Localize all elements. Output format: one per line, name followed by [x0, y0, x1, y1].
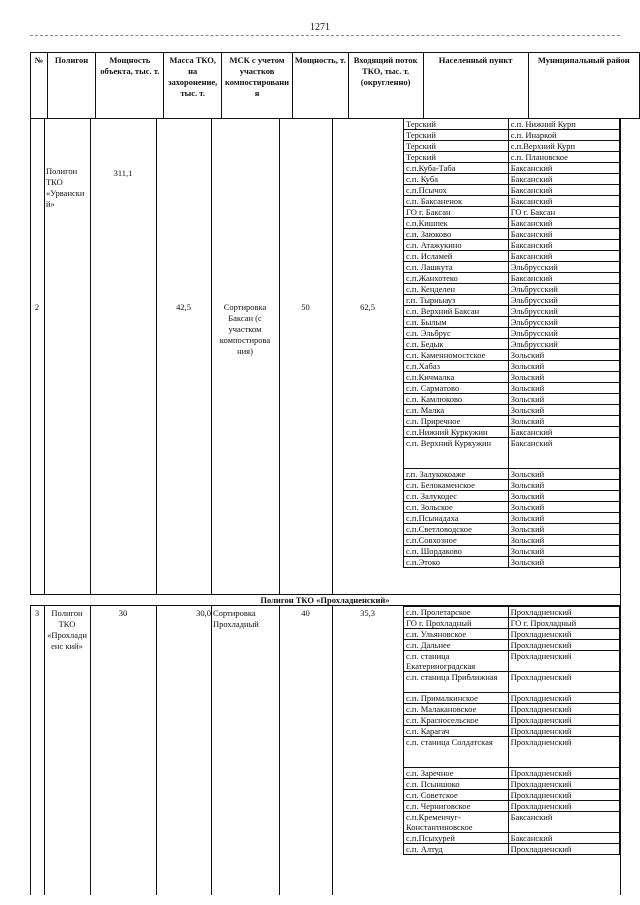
table-row [404, 163, 620, 174]
column-divider [279, 118, 280, 895]
district-cell: Эльбрусский [508, 284, 619, 295]
table-row [404, 240, 620, 251]
header-num: № [31, 53, 48, 119]
district-cell: с.п. Нижний Курп [508, 119, 619, 130]
table-row [404, 185, 620, 196]
table-row [404, 196, 620, 207]
table-row [404, 502, 620, 513]
district-cell: Баксанский [508, 163, 619, 174]
table-row [404, 726, 620, 737]
settlement-cell: с.п.Псыхурей [404, 833, 509, 844]
settlement-cell: с.п.Светловодское [404, 524, 509, 535]
district-cell: Прохладненский [508, 693, 619, 704]
column-divider [30, 118, 31, 895]
district-cell: Зольский [508, 535, 619, 546]
district-cell: Баксанский [508, 251, 619, 262]
table-row [404, 640, 620, 651]
settlement-cell: с.п. станица Солдатская [404, 737, 509, 768]
settlement-cell: Терский [404, 152, 509, 163]
settlement-cell: с.п.Кременчуг-Константиновское [404, 812, 509, 833]
table-row [404, 546, 620, 557]
district-cell: Баксанский [508, 427, 619, 438]
table-row [404, 491, 620, 502]
table-row [404, 130, 620, 141]
district-cell: Эльбрусский [508, 295, 619, 306]
settlement-cell: с.п. Прималкинское [404, 693, 509, 704]
table-row [404, 672, 620, 693]
district-cell: Прохладненский [508, 790, 619, 801]
column-divider [90, 118, 91, 895]
table-row [404, 790, 620, 801]
table-header [30, 52, 640, 119]
header-settlement: Населенный пункт [423, 53, 528, 119]
column-divider [332, 118, 333, 895]
settlement-cell: с.п.Кичмалка [404, 372, 509, 383]
header-power: Мощность, т. [292, 53, 348, 119]
settlement-cell: с.п. Шордаково [404, 546, 509, 557]
settlement-cell: Терский [404, 130, 509, 141]
table-row [404, 218, 620, 229]
settlement-cell: с.п. Карагач [404, 726, 509, 737]
district-cell: Зольский [508, 350, 619, 361]
block1-mass: 42,5 [176, 302, 191, 312]
header-flow: Входящий поток ТКО, тыс. т. (округленно) [348, 53, 423, 119]
district-cell: Эльбрусский [508, 339, 619, 350]
district-cell: Прохладненский [508, 715, 619, 726]
block1-rows [403, 118, 620, 568]
settlement-cell: Терский [404, 141, 509, 152]
district-cell: Баксанский [508, 218, 619, 229]
district-cell: Зольский [508, 502, 619, 513]
table-row [404, 535, 620, 546]
header-mass: Масса ТКО, на захоронение, тыс. т. [164, 53, 222, 119]
settlement-cell: с.п. Залукодес [404, 491, 509, 502]
header-msk: МСК с учетом участков компостировани я [222, 53, 293, 119]
settlement-cell: с.п. Былым [404, 317, 509, 328]
table-row [404, 119, 620, 130]
district-cell: Зольский [508, 405, 619, 416]
table-row [404, 394, 620, 405]
district-cell: Зольский [508, 491, 619, 502]
table-body [30, 118, 620, 895]
district-cell: Баксанский [508, 240, 619, 251]
column-divider [44, 118, 45, 895]
settlement-cell: с.п. Верхний Куркужин [404, 438, 509, 469]
settlement-cell: с.п. Каменномостское [404, 350, 509, 361]
settlement-cell: с.п. Исламей [404, 251, 509, 262]
table-row [404, 361, 620, 372]
table-row [404, 438, 620, 469]
table-row [404, 152, 620, 163]
table-row [404, 651, 620, 672]
settlement-cell: с.п. Ульяновское [404, 629, 509, 640]
settlement-cell: с.п.Жанхотеко [404, 273, 509, 284]
table-row [404, 779, 620, 790]
table-row [404, 317, 620, 328]
district-cell: Прохладненский [508, 801, 619, 812]
table-row [404, 372, 620, 383]
district-cell: Зольский [508, 469, 619, 480]
block2-mass: 30,0 [196, 608, 211, 618]
district-cell: Эльбрусский [508, 262, 619, 273]
settlement-cell: с.п. Малка [404, 405, 509, 416]
district-cell: Зольский [508, 480, 619, 491]
block2-poligon: Полигон ТКО «Прохладн енс кий» [47, 608, 87, 652]
settlement-cell: г.п. Тырныауз [404, 295, 509, 306]
district-cell: Зольский [508, 394, 619, 405]
table-row [404, 557, 620, 568]
settlement-cell: с.п. Заречное [404, 768, 509, 779]
table-row [404, 801, 620, 812]
settlement-cell: с.п. Заюково [404, 229, 509, 240]
settlement-cell: с.п. Куба [404, 174, 509, 185]
settlement-cell: с.п.Куба-Таба [404, 163, 509, 174]
settlement-cell: г.п. Залукокоаже [404, 469, 509, 480]
header-poligon: Полигон [47, 53, 96, 119]
settlement-cell: с.п. Алтуд [404, 844, 509, 855]
table-row [404, 427, 620, 438]
block2-capacity: 30 [118, 608, 128, 618]
district-cell: Зольский [508, 416, 619, 427]
district-cell: Зольский [508, 383, 619, 394]
district-cell: Прохладненский [508, 651, 619, 672]
district-cell: Прохладненский [508, 672, 619, 693]
block2-num: 3 [34, 608, 40, 618]
settlement-cell: с.п. Зольское [404, 502, 509, 513]
settlement-cell: с.п. Лашкута [404, 262, 509, 273]
district-cell: Баксанский [508, 273, 619, 284]
block1-msk: Сортировка Баксан (с участком компостирова ния) [219, 302, 271, 357]
block1-poligon: Полигон ТКО «Урвански й» [46, 166, 85, 210]
header-district: Муниципальный район [528, 53, 639, 119]
section-title: Полигон ТКО «Прохладненский» [30, 594, 620, 606]
block1-flow: 62,5 [360, 302, 375, 312]
district-cell: Зольский [508, 546, 619, 557]
table-row [404, 618, 620, 629]
settlement-cell: с.п. Белокаменское [404, 480, 509, 491]
settlement-cell: с.п. Советское [404, 790, 509, 801]
settlement-cell: с.п. Бедык [404, 339, 509, 350]
table-row [404, 416, 620, 427]
district-cell: Баксанский [508, 229, 619, 240]
settlement-cell: с.п. Псыншоко [404, 779, 509, 790]
settlement-cell: с.п. Пролетарское [404, 607, 509, 618]
settlement-cell: с.п. Сарматово [404, 383, 509, 394]
district-cell: Баксанский [508, 185, 619, 196]
district-cell: Прохладненский [508, 704, 619, 715]
table-row [404, 141, 620, 152]
block1-power: 50 [301, 302, 310, 312]
district-cell: с.п. Инаркой [508, 130, 619, 141]
district-cell: Баксанский [508, 812, 619, 833]
table-row [404, 251, 620, 262]
district-cell: Зольский [508, 557, 619, 568]
table-row [404, 295, 620, 306]
page-top-rule [30, 35, 620, 36]
district-cell: Прохладненский [508, 768, 619, 779]
settlement-cell: с.п. Приречное [404, 416, 509, 427]
table-row [404, 704, 620, 715]
settlement-cell: с.п. Красносельское [404, 715, 509, 726]
district-cell: Прохладненский [508, 640, 619, 651]
header-capacity: Мощность объекта, тыс. т. [96, 53, 164, 119]
settlement-cell: с.п. Баксаненок [404, 196, 509, 207]
table-row [404, 768, 620, 779]
column-divider [156, 118, 157, 895]
settlement-cell: Терский [404, 119, 509, 130]
district-cell: Прохладненский [508, 779, 619, 790]
district-cell: Прохладненский [508, 607, 619, 618]
district-cell: Прохладненский [508, 629, 619, 640]
district-cell: Зольский [508, 524, 619, 535]
settlement-cell: с.п.Нижний Куркужин [404, 427, 509, 438]
table-row [404, 715, 620, 726]
settlement-cell: ГО г. Прохладный [404, 618, 509, 629]
district-cell: ГО г. Баксан [508, 207, 619, 218]
column-divider [620, 118, 621, 895]
table-row [404, 844, 620, 855]
table-row [404, 607, 620, 618]
settlement-cell: с.п.Совхозное [404, 535, 509, 546]
settlement-cell: с.п. станица Приближная [404, 672, 509, 693]
table-row [404, 350, 620, 361]
settlement-cell: с.п.Псычох [404, 185, 509, 196]
table-row [404, 229, 620, 240]
table-row [404, 328, 620, 339]
district-cell: Прохладненский [508, 726, 619, 737]
district-cell: Зольский [508, 372, 619, 383]
block2-rows [403, 606, 620, 855]
table-row [404, 405, 620, 416]
district-cell: Баксанский [508, 833, 619, 844]
district-cell: с.п.Верхний Курп [508, 141, 619, 152]
settlement-cell: ГО г. Баксан [404, 207, 509, 218]
table-row [404, 812, 620, 833]
block2-power: 40 [301, 608, 310, 618]
table-row [404, 693, 620, 704]
district-cell: Зольский [508, 513, 619, 524]
table-row [404, 207, 620, 218]
settlement-cell: с.п.Хабаз [404, 361, 509, 372]
table-row [404, 524, 620, 535]
settlement-cell: с.п. Эльбрус [404, 328, 509, 339]
district-cell: Эльбрусский [508, 317, 619, 328]
settlement-cell: с.п. станица Екатериноградская [404, 651, 509, 672]
district-cell: Баксанский [508, 438, 619, 469]
table-row [404, 833, 620, 844]
settlement-cell: с.п. Черниговское [404, 801, 509, 812]
block1-num: 2 [34, 302, 40, 312]
table-row [404, 469, 620, 480]
settlement-cell: с.п. Верхний Баксан [404, 306, 509, 317]
settlement-cell: с.п. Атажукино [404, 240, 509, 251]
settlement-cell: с.п.Псынадаха [404, 513, 509, 524]
settlement-cell: с.п. Кенделен [404, 284, 509, 295]
settlement-cell: с.п. Камлюково [404, 394, 509, 405]
district-cell: Прохладненский [508, 737, 619, 768]
settlement-cell: с.п. Дальнее [404, 640, 509, 651]
district-cell: Эльбрусский [508, 306, 619, 317]
table-row [404, 262, 620, 273]
table-row [404, 306, 620, 317]
district-cell: Прохладненский [508, 844, 619, 855]
table-row [404, 339, 620, 350]
block2-msk: Сортировка Прохладный [213, 608, 259, 630]
page-number: 1271 [310, 22, 330, 33]
table-row [404, 383, 620, 394]
table-row [404, 284, 620, 295]
settlement-cell: с.п.Кишпек [404, 218, 509, 229]
district-cell: Эльбрусский [508, 328, 619, 339]
settlement-cell: с.п.Этоко [404, 557, 509, 568]
table-row [404, 513, 620, 524]
district-cell: Зольский [508, 361, 619, 372]
table-row [404, 273, 620, 284]
settlement-cell: с.п. Малакановское [404, 704, 509, 715]
district-cell: Баксанский [508, 174, 619, 185]
column-divider [211, 118, 212, 895]
block1-capacity: 311,1 [113, 168, 133, 178]
table-row [404, 480, 620, 491]
table-row [404, 737, 620, 768]
district-cell: Баксанский [508, 196, 619, 207]
district-cell: с.п. Плановское [508, 152, 619, 163]
block2-flow: 35,3 [360, 608, 375, 618]
district-cell: ГО г. Прохладный [508, 618, 619, 629]
table-row [404, 629, 620, 640]
table-row [404, 174, 620, 185]
